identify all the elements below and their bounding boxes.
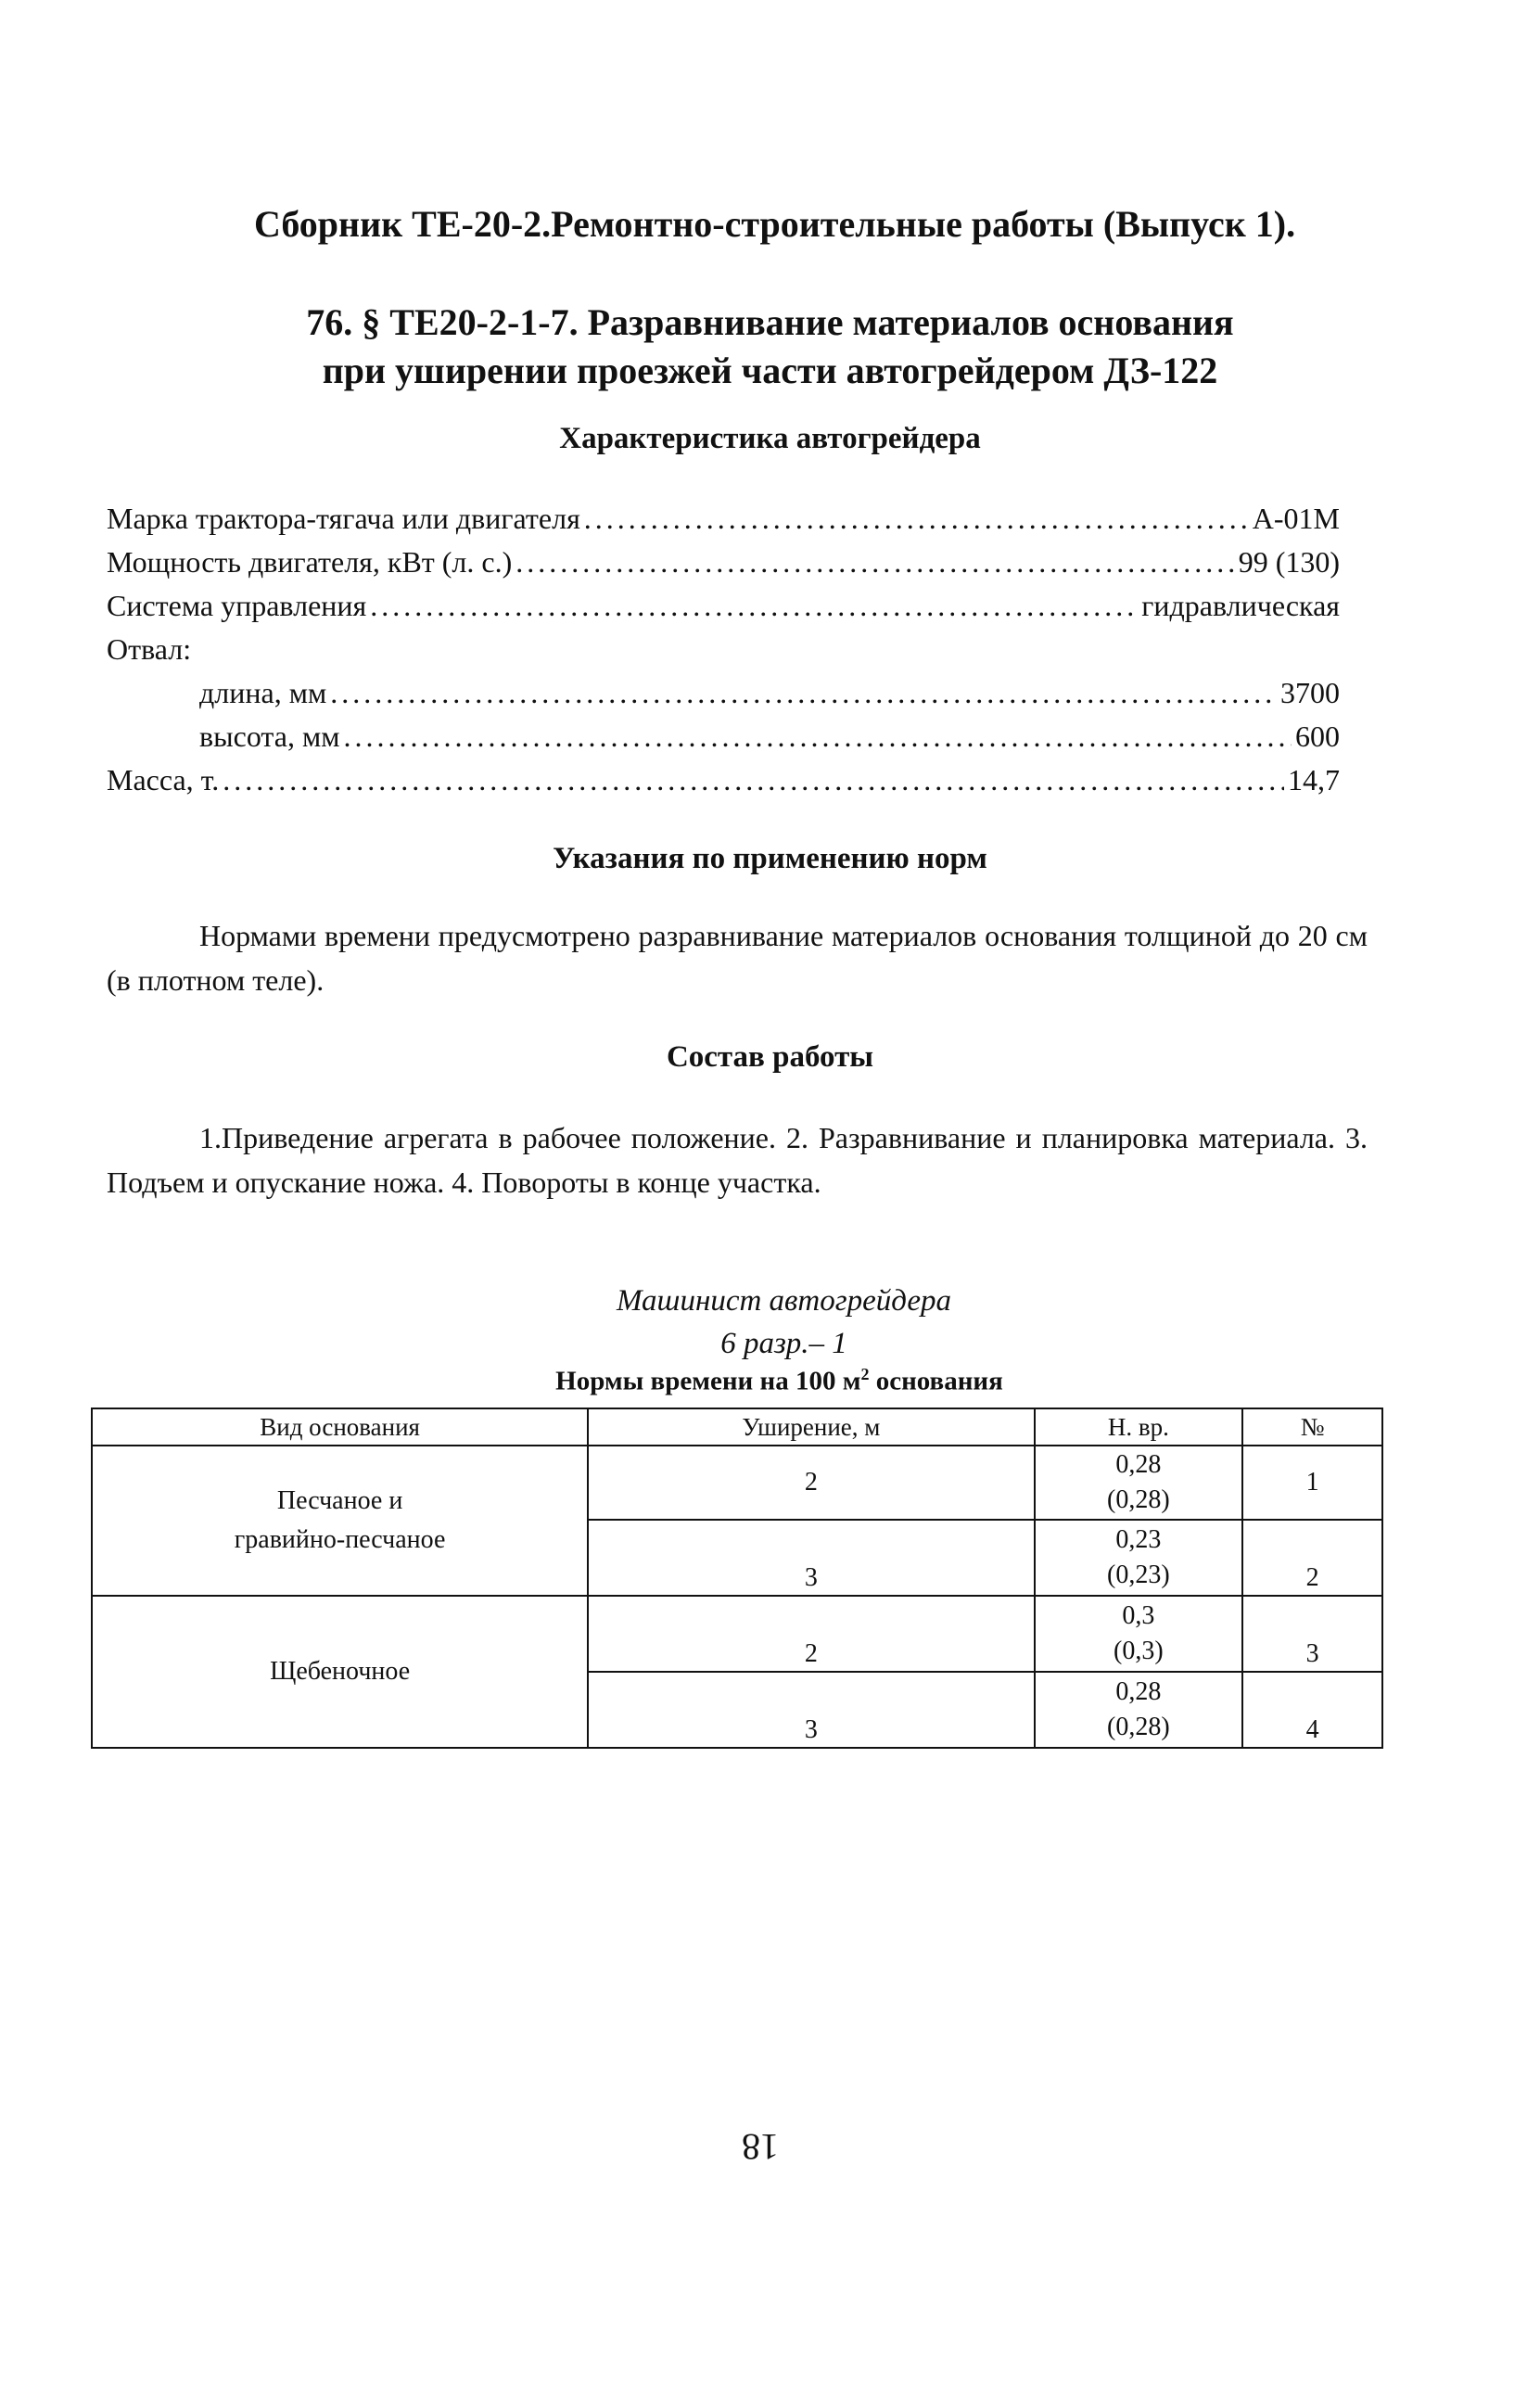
spec-row-brand [107,497,1340,541]
table-row [92,1446,1382,1520]
spec-label: высота, мм [199,720,340,753]
characteristics-heading: Характеристика автогрейдера [559,422,981,455]
table-row [92,1596,1382,1672]
widening-cell: 3 [588,1520,1034,1596]
spec-row-mass [107,758,1340,802]
spec-value: 14,7 [1288,763,1340,796]
spec-label: Мощность двигателя, кВт (л. с.) [107,545,513,579]
norm-value: 0,3 [1122,1601,1155,1630]
spec-value: 99 (130) [1238,545,1340,579]
spec-value: 600 [1295,720,1340,753]
leader-dots [584,497,1249,541]
spec-label: Марка трактора-тягача или двигателя [107,502,580,535]
section-title-line2: при уширении проезжей части автогрейдером ДЗ-122 [322,350,1218,391]
section-title-line1: 76. § ТЕ20-2-1-7. Разравнивание материалов основания [306,301,1234,343]
base-type-line1: Щебеночное [270,1657,411,1686]
number-cell: 2 [1242,1520,1382,1596]
work-heading: Состав работы [666,1040,874,1074]
crew-block [0,1280,1540,1365]
spec-label: Отвал: [107,632,192,666]
norm-value: 0,28 [1115,1677,1162,1706]
spec-value: гидравлическая [1141,589,1340,622]
spec-value: А-01М [1252,502,1340,535]
crew-role: Машинист автогрейдера [617,1284,951,1318]
crew-grade: 6 разр.– 1 [720,1327,847,1360]
number-cell: 3 [1242,1596,1382,1672]
spec-list [107,497,1340,802]
table-title-prefix: Нормы времени на 100 м [555,1366,861,1396]
spec-value: 3700 [1280,676,1340,709]
work-paragraph: 1.Приведение агрегата в рабочее положение. 2. Разравнивание и планировка материала. 3. Подъем и опускание ножа. 4. Повороты в конце участка. [107,1121,1368,1199]
table-title-sup: 2 [860,1365,870,1383]
leader-dots [515,541,1234,584]
norm-value-paren: (0,23) [1107,1561,1170,1589]
norm-cell [1035,1520,1243,1596]
spec-row-height [107,715,1340,758]
spec-label: Масса, т. [107,763,220,796]
norms-table [91,1408,1383,1749]
spec-row-control [107,584,1340,628]
norm-cell [1035,1596,1243,1672]
collection-title: Сборник ТЕ-20-2.Ремонтно-строительные работы (Выпуск 1). [253,203,1296,245]
leader-dots [343,715,1292,758]
widening-cell: 3 [588,1672,1034,1748]
number-cell: 1 [1242,1446,1382,1520]
header-widening: Уширение, м [588,1408,1034,1446]
section-title [0,299,1540,395]
number-cell: 4 [1242,1672,1382,1748]
instructions-paragraph: Нормами времени предусмотрено разравнивание материалов основания толщиной до 20 см (в плотном теле). [107,919,1368,997]
norm-value: 0,23 [1115,1525,1162,1554]
leader-dots [330,671,1277,715]
spec-row-length [107,671,1340,715]
header-base-type: Вид основания [92,1408,588,1446]
base-type-line1: Песчаное и [276,1486,403,1515]
norm-value: 0,28 [1115,1450,1162,1479]
spec-row-power [107,541,1340,584]
spec-label: длина, мм [199,676,327,709]
spec-label: Система управления [107,589,367,622]
norm-value-paren: (0,28) [1107,1713,1170,1741]
widening-cell: 2 [588,1446,1034,1520]
base-type-cell [92,1446,588,1596]
widening-cell: 2 [588,1596,1034,1672]
norm-value-paren: (0,28) [1107,1485,1170,1514]
base-type-line2: гравийно-песчаное [234,1525,446,1554]
table-header-row [92,1408,1382,1446]
header-norm: Н. вр. [1035,1408,1243,1446]
norm-cell [1035,1672,1243,1748]
table-title-suffix: основания [869,1366,1003,1396]
norm-cell [1035,1446,1243,1520]
header-number: № [1242,1408,1382,1446]
norm-value-paren: (0,3) [1114,1637,1164,1665]
leader-dots [223,758,1284,802]
leader-dots [370,584,1138,628]
base-type-cell [92,1596,588,1748]
spec-row-blade [107,628,1340,671]
instructions-heading: Указания по применению норм [553,842,987,875]
table-title [0,1365,1540,1397]
page-number: 18 [742,2126,779,2168]
